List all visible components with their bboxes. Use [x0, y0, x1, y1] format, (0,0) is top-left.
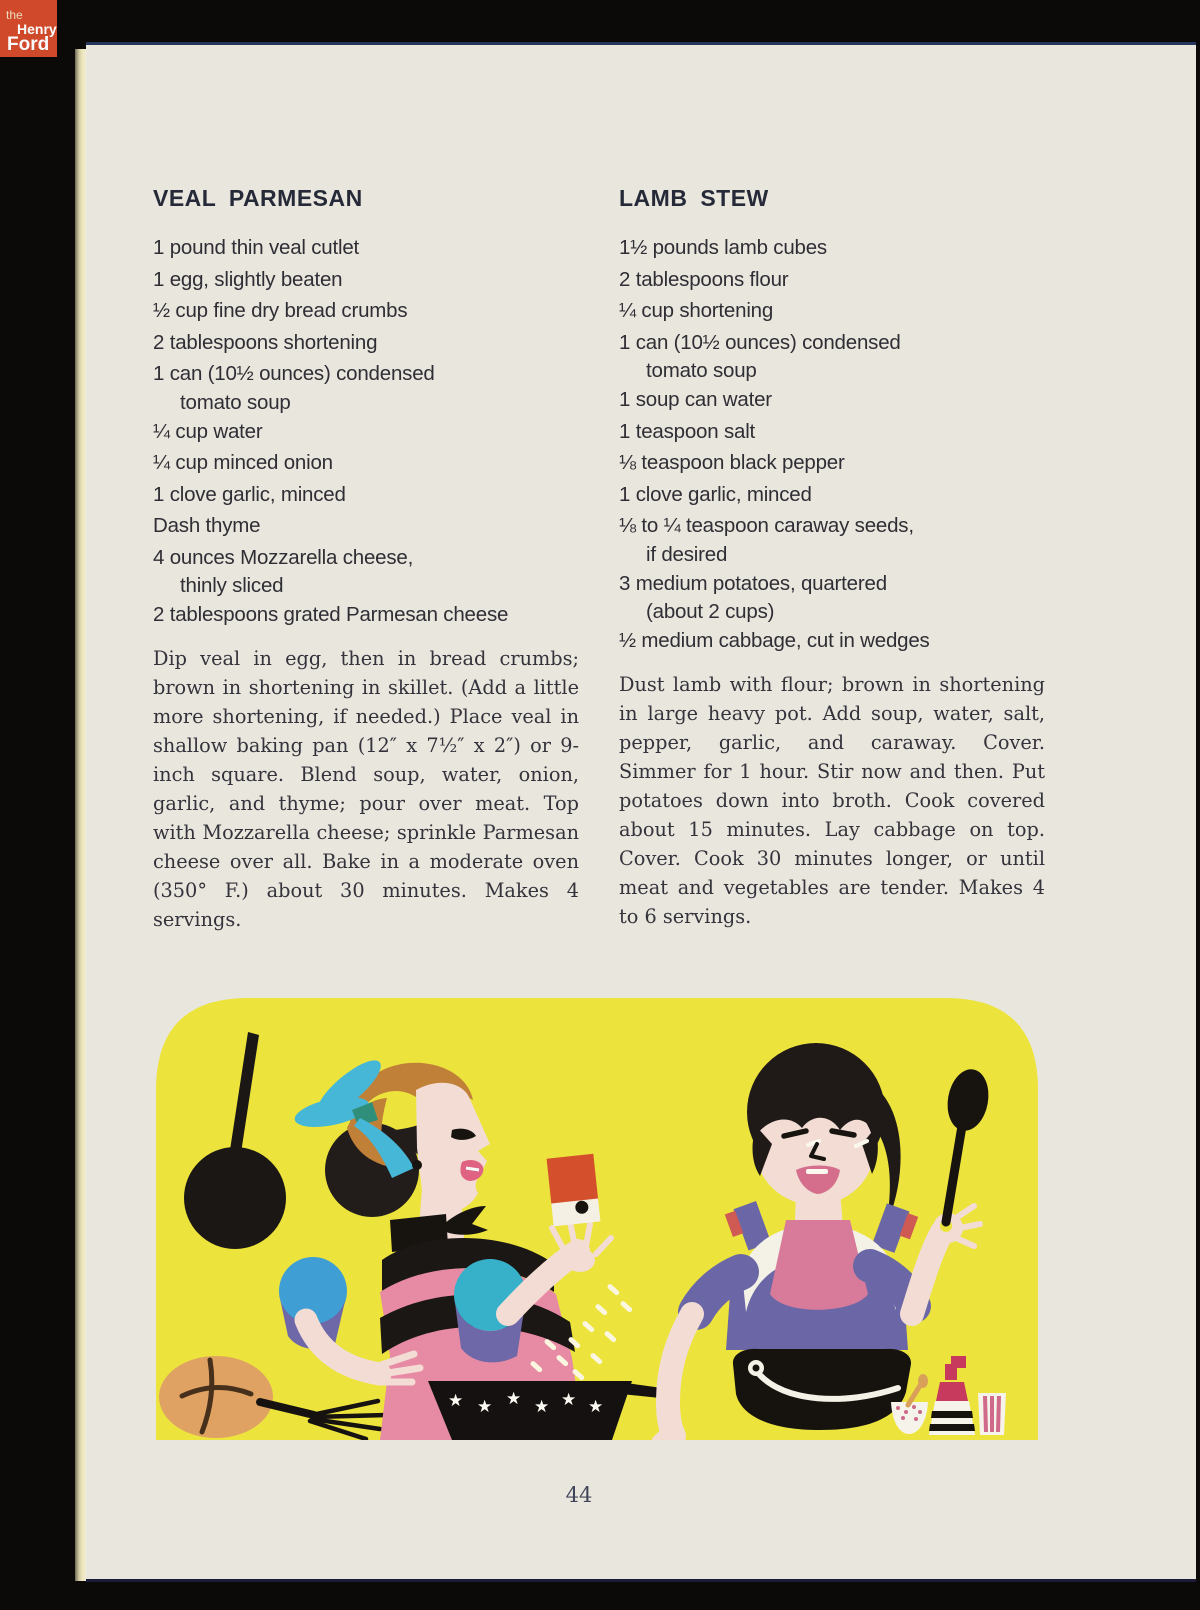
- svg-text:★: ★: [477, 1397, 493, 1417]
- ingredient-line: 1 soup can water: [619, 388, 772, 411]
- book-page: [86, 42, 1196, 1579]
- ingredient-line: ¼ cup minced onion: [153, 451, 333, 474]
- ingredient-line: ⅛ teaspoon black pepper: [619, 451, 845, 474]
- ingredient-line: 2 tablespoons shortening: [153, 330, 378, 354]
- ingredient-line: 2 tablespoons flour: [619, 267, 789, 291]
- ingredient-line: 4 ounces Mozzarella cheese,: [153, 545, 414, 569]
- svg-text:★: ★: [448, 1391, 464, 1411]
- ingredient-line: 1 clove garlic, minced: [153, 482, 346, 506]
- ingredient-line: Dash thyme: [153, 514, 261, 537]
- recipe-title-veal-parmesan: VEAL PARMESAN: [153, 185, 363, 211]
- ingredient-line: 1 egg, slightly beaten: [153, 267, 343, 291]
- svg-text:★: ★: [561, 1390, 577, 1410]
- logo-text-the: the: [6, 8, 23, 22]
- ingredient-list-veal: [153, 232, 585, 631]
- ingredient-line-wrap: if desired: [646, 542, 728, 566]
- ingredient-line: 1½ pounds lamb cubes: [619, 236, 827, 259]
- ingredient-line: ¼ cup water: [153, 419, 263, 443]
- henry-ford-logo: [0, 0, 57, 57]
- logo-text-henry: Henry: [17, 21, 57, 37]
- instructions-lamb-stew: Dust lamb with flour; brown in shortening in large heavy pot. Add soup, water, salt, pepper, garlic, and caraway. Cover. Simmer for 1 hour. Stir now and then. Put potatoes down into broth. Cook covered about 15 minutes. Lay cabbage on top. Cover. Cook 30 minutes longer, or until meat and vegetables are tender. Makes 4 to 6 servings.: [619, 672, 1045, 928]
- ingredient-line: ⅛ to ¼ teaspoon caraway seeds,: [619, 514, 914, 537]
- illustration-spice-box: [547, 1154, 601, 1227]
- logo-text-ford: Ford: [7, 34, 50, 55]
- ingredient-line: ¼ cup shortening: [619, 299, 774, 322]
- svg-text:★: ★: [534, 1397, 550, 1417]
- cooks-illustration-svg: [156, 998, 1038, 1440]
- illustration-striped-cup: [978, 1393, 1006, 1435]
- svg-text:★: ★: [506, 1389, 522, 1409]
- ingredient-line: 1 teaspoon salt: [619, 419, 756, 443]
- ingredient-line-wrap: (about 2 cups): [646, 600, 775, 623]
- ingredient-line-wrap: tomato soup: [180, 390, 291, 414]
- recipe-lamb-stew: [619, 185, 1051, 931]
- ingredient-line-wrap: thinly sliced: [180, 574, 284, 597]
- illustration-two-cooks: [156, 998, 1038, 1440]
- svg-text:★: ★: [588, 1397, 604, 1417]
- instructions-veal-parmesan: Dip veal in egg, then in bread crumbs; brown in shortening in skillet. (Add a little more shortening, if needed.) Place veal in shallow baking pan (12″ x 7½″ x 2″) or 9-inch square. Blend soup, water, onion, garlic, and thyme; pour over meat. Top with Mozzarella cheese; sprinkle Parmesan cheese over all. Bake in a moderate oven (350° F.) about 30 minutes. Makes 4 servings.: [153, 646, 579, 931]
- recipe-veal-parmesan: [153, 185, 585, 934]
- page-number: 44: [565, 1483, 593, 1507]
- ingredient-line: 3 medium potatoes, quartered: [619, 571, 887, 595]
- ingredient-list-lamb: [619, 232, 1051, 657]
- ingredient-line: 2 tablespoons grated Parmesan cheese: [153, 603, 509, 626]
- ingredient-line: ½ cup fine dry bread crumbs: [153, 299, 408, 322]
- ingredient-line: ½ medium cabbage, cut in wedges: [619, 629, 930, 652]
- ingredient-line: 1 can (10½ ounces) condensed: [153, 362, 435, 385]
- ingredient-line: 1 can (10½ ounces) condensed: [619, 330, 901, 354]
- ingredient-line: 1 clove garlic, minced: [619, 482, 812, 506]
- recipe-title-lamb-stew: LAMB STEW: [619, 185, 769, 211]
- ingredient-line-wrap: tomato soup: [646, 359, 757, 382]
- ingredient-line: 1 pound thin veal cutlet: [153, 236, 360, 259]
